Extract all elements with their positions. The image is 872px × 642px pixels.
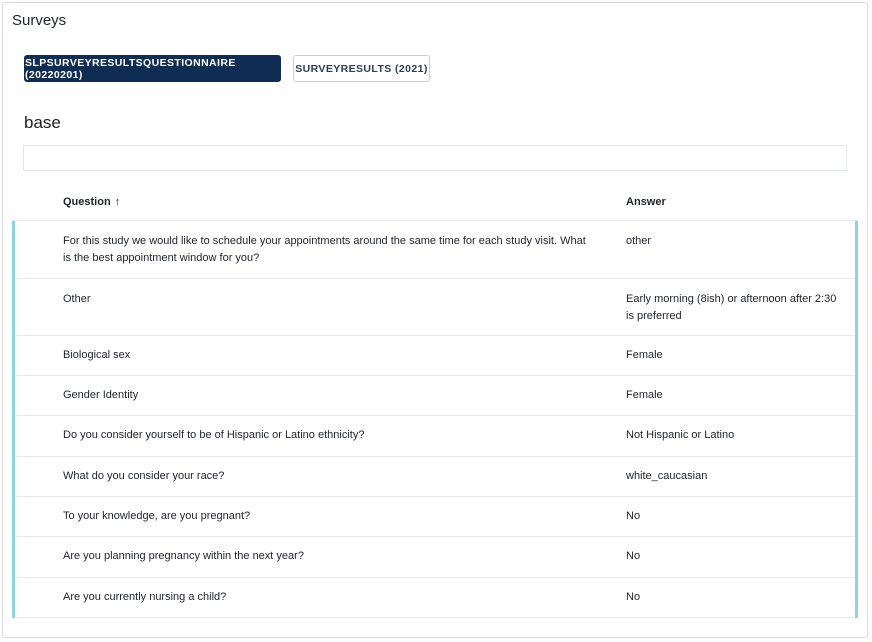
answer-cell: other: [626, 235, 652, 247]
answer-column-header: Answer: [626, 196, 666, 208]
answer-cell: Not Hispanic or Latino: [626, 429, 735, 441]
question-column-header[interactable]: [63, 196, 120, 208]
table-row: [15, 497, 855, 537]
table-row: [15, 221, 855, 279]
answer-cell: white_caucasian: [626, 470, 708, 482]
table-row: [15, 336, 855, 376]
table-row: [15, 376, 855, 416]
question-cell: Do you consider yourself to be of Hispanic or Latino ethnicity?: [63, 429, 365, 441]
answer-cell: No: [626, 510, 641, 522]
question-cell: Other: [63, 293, 91, 305]
question-cell: Are you planning pregnancy within the next year?: [63, 550, 304, 562]
table-row: [15, 457, 855, 497]
answer-cell: Female: [626, 389, 663, 401]
answer-cell: Early morning (8ish) or afternoon after 2:30 is preferred: [626, 293, 837, 322]
question-cell: To your knowledge, are you pregnant?: [63, 510, 251, 522]
table-header: [12, 189, 858, 221]
arrow-up-icon: ↑: [114, 195, 121, 208]
table-row: [15, 537, 855, 578]
question-header-label: Question: [63, 196, 111, 208]
answer-cell: Female: [626, 349, 663, 361]
answer-cell: No: [626, 550, 641, 562]
question-cell: Are you currently nursing a child?: [63, 591, 227, 603]
table-row: [15, 279, 855, 336]
filter-box[interactable]: [23, 145, 847, 171]
question-cell: What do you consider your race?: [63, 470, 225, 482]
surveys-panel: [2, 2, 868, 638]
tab-slpsurveyresultsquestionnaire[interactable]: SLPSURVEYRESULTSQUESTIONNAIRE (20220201): [24, 55, 281, 82]
question-cell: Biological sex: [63, 349, 131, 361]
table-body: [12, 221, 858, 618]
question-cell: For this study we would like to schedule your appointments around the same time for each study visit. What is the best appointment window for you?: [63, 235, 586, 264]
tab-surveyresults[interactable]: SURVEYRESULTS (2021): [293, 55, 430, 82]
question-cell: Gender Identity: [63, 389, 139, 401]
table-row: [15, 578, 855, 618]
section-title: base: [24, 113, 61, 132]
panel-title: Surveys: [12, 12, 67, 29]
table-row: [15, 416, 855, 457]
answer-cell: No: [626, 591, 641, 603]
